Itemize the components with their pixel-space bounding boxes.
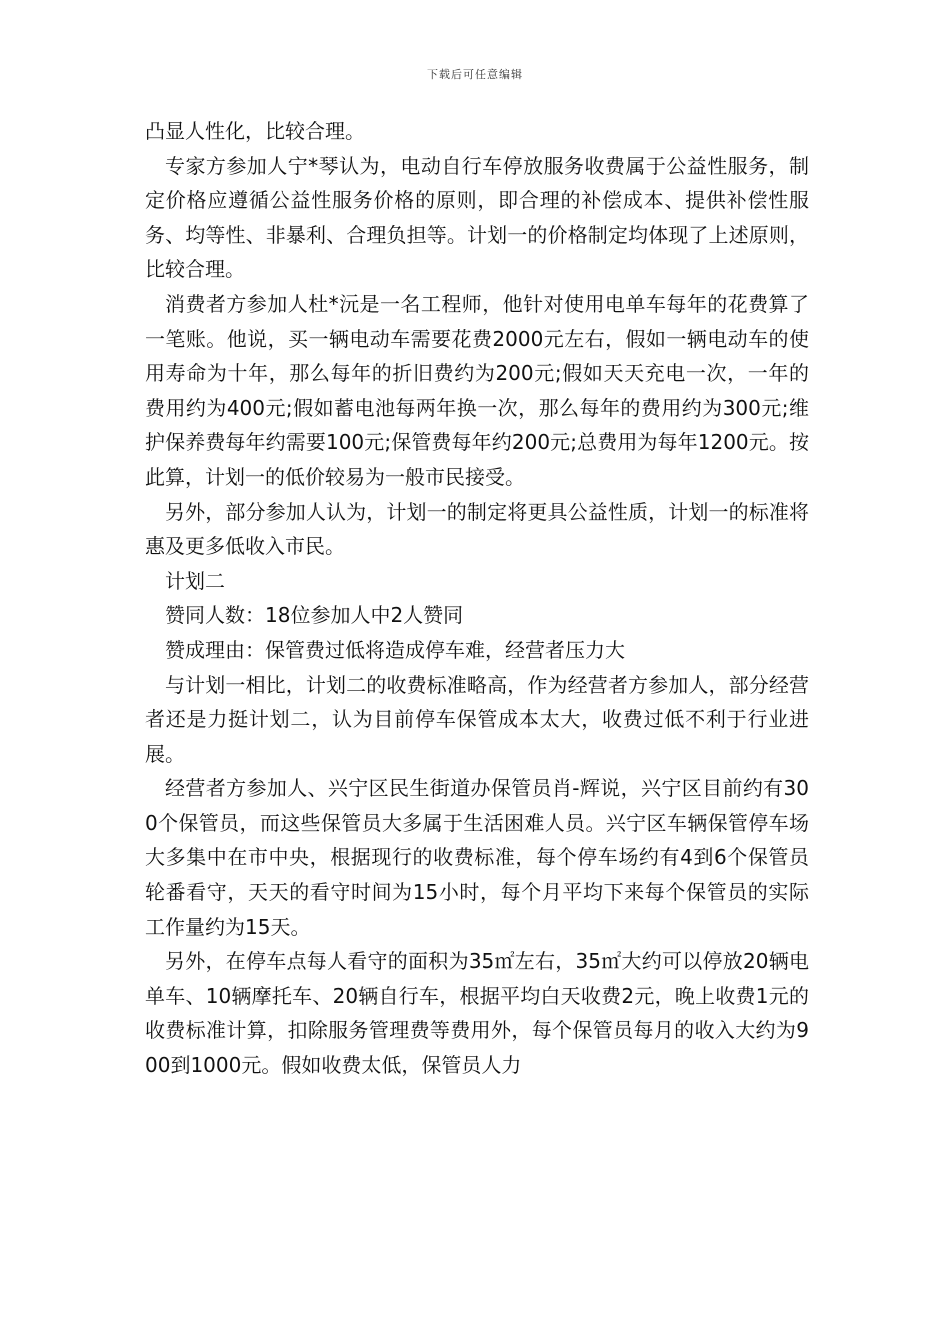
paragraph-9: 经营者方参加人、兴宁区民生街道办保管员肖-辉说，兴宁区目前约有300个保管员，而这些保管员大多属于生活困难人员。兴宁区车辆保管停车场大多集中在市中央，根据现行的收费标准，每个停车场约有4到6个保管员轮番看守，天天的看守时间为15小时，每个月平均下来每个保管员的实际工作量约为15天。 (145, 776, 809, 939)
approval-reason: 赞成理由：保管费过低将造成停车难，经营者压力大 (165, 637, 625, 662)
document-body (145, 114, 809, 1083)
paragraph-10: 另外，在停车点每人看守的面积为35㎡左右，35㎡大约可以停放20辆电单车、10辆摩托车、20辆自行车，根据平均白天收费2元，晚上收费1元的收费标准计算，扣除服务管理费等费用外，每个保管员每月的收入大约为900到1000元。假如收费太低，保管员人力 (145, 949, 809, 1078)
paragraph-8: 与计划一相比，计划二的收费标准略高，作为经营者方参加人，部分经营者还是力挺计划二，认为目前停车保管成本太大，收费过低不利于行业进展。 (145, 672, 809, 766)
paragraph-3: 消费者方参加人杜*沅是一名工程师，他针对使用电单车每年的花费算了一笔账。他说，买一辆电动车需要花费2000元左右，假如一辆电动车的使用寿命为十年，那么每年的折旧费约为200元;假如天天充电一次，一年的费用约为400元;假如蓄电池每两年换一次，那么每年的费用约为300元;维护保养费每年约需要100元;保管费每年约200元;总费用为每年1200元。按此算，计划一的低价较易为一般市民接受。 (145, 291, 809, 489)
paragraph-1: 凸显人性化，比较合理。 (145, 119, 365, 143)
page-header-note: 下载后可任意编辑 (427, 68, 523, 81)
approval-count: 赞同人数：18位参加人中2人赞同 (165, 603, 464, 628)
section-heading-plan-2: 计划二 (165, 568, 225, 593)
paragraph-2: 专家方参加人宁*琴认为，电动自行车停放服务收费属于公益性服务，制定价格应遵循公益性服务价格的原则，即合理的补偿成本、提供补偿性服务、均等性、非暴利、合理负担等。计划一的价格制定均体现了上述原则，比较合理。 (145, 153, 809, 282)
paragraph-4: 另外，部分参加人认为，计划一的制定将更具公益性质，计划一的标准将惠及更多低收入市民。 (145, 499, 809, 559)
